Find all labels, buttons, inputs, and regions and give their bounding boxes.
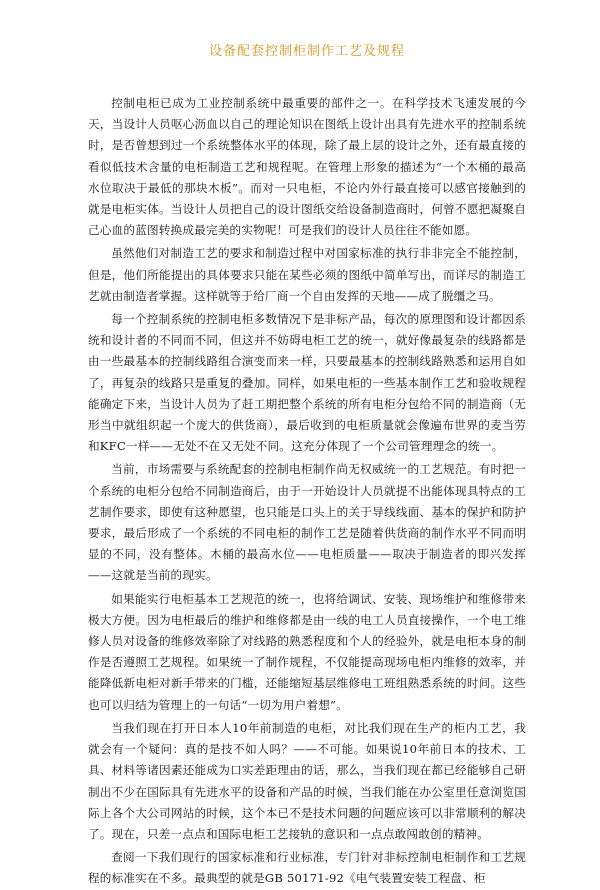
paragraph: 虽然他们对制造工艺的要求和制造过程中对国家标准的执行非非完全不能控制，但是，他们所能提出的具体要求只能在某些必须的图纸中简单写出，而详尽的制造工艺就由制造者掌握。这样就等于给厂商一个自由发挥的天地——成了脱缰之马。 — [88, 246, 526, 303]
paragraph: 查阅一下我们现行的国家标准和行业标准，专门针对非标控制电柜制作和工艺规程的标准实在不多。最典型的就是GB 50171-92《电气装置安装工程盘、柜 — [88, 850, 526, 886]
paragraph: 每一个控制系统的控制电柜多数情况下是非标产品，每次的原理图和设计都因系统和设计者的不同而不同，但这并不妨碍电柜工艺的统一，就好像最复杂的线路都是由一些最基本的控制线路组合演变而来一样，只要最基本的控制线路熟悉和运用自如了，再复杂的线路只是重复的叠加。同样，如果电柜的一些基本制作工艺和验收规程能确定下来，当设计人员为了赶工期把整个系统的所有电柜分包给不同的制造商（无形当中就组织起一个庞大的供货商），最后收到的电柜质量就会像遍布世界的麦当劳和KFC一样——无处不在又无处不同。这充分体现了一个公司管理理念的统一。 — [88, 312, 526, 454]
paragraph: 如果能实行电柜基本工艺规范的统一，也将给调试、安装、现场维护和维修带来极大方便。因为电柜最后的维护和维修都是由一线的电工人员直接操作，一个电工维修人员对设备的维修效率除了对线路的熟悉程度和个人的经验外，就是电柜本身的制作是否遵照工艺规程。如果统一了制作规程，不仅能提高现场电柜内维修的效率，并能降低新电柜对新手带来的门槛，还能缩短基层维修电工班组熟悉系统的时间。这些也可以归结为管理上的一句话“一切为用户着想”。 — [88, 591, 526, 712]
document-title: 设备配套控制柜制作工艺及规程 — [208, 44, 405, 59]
document-body — [88, 93, 526, 890]
paragraph: 当前，市场需要与系统配套的控制电柜制作尚无权威统一的工艺规范。有时把一个系统的电柜分包给不同制造商后，由于一开始设计人员就提不出能体现具特点的工艺制作要求，即使有这种愿望，也只能是口头上的关于导线线面、基本的保护和防护要求，最后形成了一个系统的不同电柜的制作工艺是随着供货商的制作水平不同而明显的不同，没有整体。木桶的最高水位——电柜质量——取决于制造者的即兴发挥——这就是当前的现实。 — [88, 462, 526, 583]
paragraph: 当我们现在打开日本人10年前制造的电柜，对比我们现在生产的柜内工艺，我就会有一个疑问：真的是技不如人吗？——不可能。如果说10年前日本的技术、工具、材料等诸因素还能成为口实差距理由的话，那么，当我们现在都已经能够自己研制出不少在国际具有先进水平的设备和产品的时候，当我们能在办公室里任意浏览国际上各个大公司网站的时候，这个本已不是技术问题的问题应该可以非常顺利的解决了。现在，只差一点点和国际电柜工艺接轨的意识和一点点敢闯敢创的精神。 — [88, 720, 526, 841]
paragraph: 控制电柜已成为工业控制系统中最重要的部件之一。在科学技术飞速发展的今天，当设计人员呕心沥血以自己的理论知识在图纸上设计出具有先进水平的控制系统时，是否曾想到过一个系统整体水平的体现，除了最上层的设计之外，还有最直接的看似低技术含量的电柜制造工艺和规程呢。在管理上形象的描述为“一个木桶的最高水位取决于最低的那块木板”。而对一只电柜，不论内外行最直接可以感官接触到的就是电柜实体。当设计人员把自己的设计图纸交给设备制造商时，何曾不愿把凝聚自己心血的蓝图转换成最完美的实物呢！可是我们的设计人员往往不能如愿。 — [88, 96, 526, 238]
